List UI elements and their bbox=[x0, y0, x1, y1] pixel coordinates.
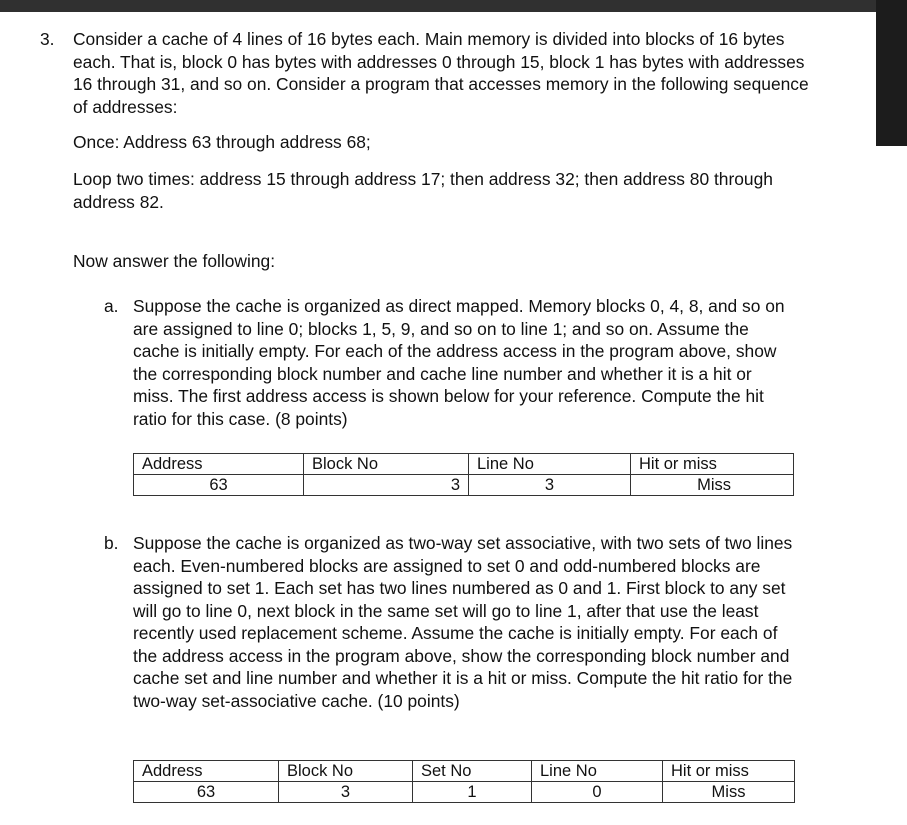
table-header-row bbox=[134, 454, 794, 475]
header-hit-or-miss: Hit or miss bbox=[631, 454, 794, 475]
question-intro: Consider a cache of 4 lines of 16 bytes each. Main memory is divided into blocks of 16 bytes each. That is, block 0 has bytes with addresses 0 through 15, block 1 has bytes with addresses 16 through 31, and so on. Consider a program that accesses memory in the following sequence of addresses: bbox=[73, 29, 809, 117]
header-hit-or-miss: Hit or miss bbox=[663, 761, 795, 782]
question-number: 3. bbox=[40, 29, 55, 49]
cell-line-no: 3 bbox=[469, 475, 631, 496]
table-header-row bbox=[134, 761, 795, 782]
header-address: Address bbox=[134, 454, 304, 475]
header-block-no: Block No bbox=[304, 454, 469, 475]
document-page bbox=[0, 12, 870, 825]
table-row bbox=[134, 475, 794, 496]
cell-hit-or-miss: Miss bbox=[663, 782, 795, 803]
cell-address: 63 bbox=[134, 782, 279, 803]
direct-mapped-table bbox=[133, 453, 794, 496]
part-b-label: b. bbox=[104, 533, 119, 553]
set-associative-table bbox=[133, 760, 795, 803]
top-bar bbox=[0, 0, 907, 12]
scrollbar-thumb[interactable] bbox=[876, 0, 907, 146]
part-a-label: a. bbox=[104, 296, 119, 316]
cell-hit-or-miss: Miss bbox=[631, 475, 794, 496]
cell-line-no: 0 bbox=[532, 782, 663, 803]
cell-set-no: 1 bbox=[413, 782, 532, 803]
table-row bbox=[134, 782, 795, 803]
cell-block-no: 3 bbox=[279, 782, 413, 803]
answer-prompt: Now answer the following: bbox=[73, 251, 276, 271]
header-address: Address bbox=[134, 761, 279, 782]
part-b-text: Suppose the cache is organized as two-way set associative, with two sets of two lines each. Even-numbered blocks are assigned to set 0 and odd-numbered blocks are assigned to set 1. Each set has two lines numbered as 0 and 1. First block to any set will go to line 0, next block in the same set will go to line 1, after that use the least recently used replacement scheme. Assume the cache is initially empty. For each of the address access in the program above, show the corresponding block number and cache set and line number and whether it is a hit or miss. Compute the hit ratio for the two-way set-associative cache. (10 points) bbox=[133, 533, 793, 711]
part-a-text: Suppose the cache is organized as direct mapped. Memory blocks 0, 4, 8, and so on are assigned to line 0; blocks 1, 5, 9, and so on to line 1; and so on. Assume the cache is initially empty. For each of the address access in the program above, show the corresponding block number and cache line number and whether it is a hit or miss. The first address access is shown below for your reference. Compute the hit ratio for this case. (8 points) bbox=[133, 296, 785, 429]
cell-address: 63 bbox=[134, 475, 304, 496]
header-block-no: Block No bbox=[279, 761, 413, 782]
access-loop: Loop two times: address 15 through address 17; then address 32; then address 80 through address 82. bbox=[73, 169, 773, 212]
header-line-no: Line No bbox=[469, 454, 631, 475]
cell-block-no: 3 bbox=[304, 475, 469, 496]
access-once: Once: Address 63 through address 68; bbox=[73, 132, 371, 152]
header-line-no: Line No bbox=[532, 761, 663, 782]
header-set-no: Set No bbox=[413, 761, 532, 782]
